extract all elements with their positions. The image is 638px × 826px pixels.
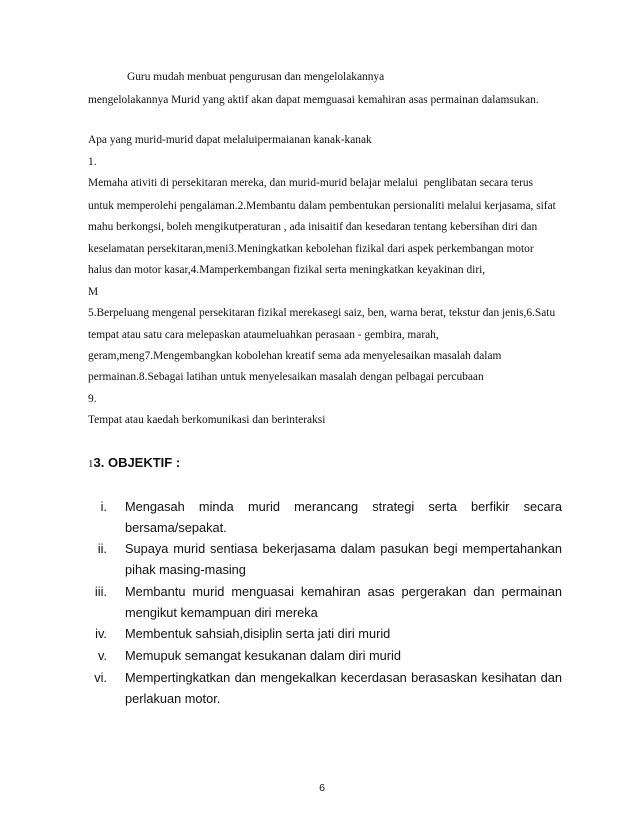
benefits-line: tempat atau satu cara melepaskan ataumeluahkan perasaan - gembira, marah,	[88, 329, 439, 341]
benefits-line: halus dan motor kasar,4.Mamperkembangan fizikal serta meningkatkan keyakinan diri,	[88, 264, 486, 276]
benefits-line: mahu berkongsi, boleh mengikutperaturan , ada inisaitif dan kesedaran tentang kebersihan diri dan	[88, 221, 538, 233]
benefits-question: Apa yang murid-murid dapat melaluipermaianan kanak-kanak	[88, 134, 372, 146]
objective-text-line: Supaya murid sentiasa bekerjasama dalam pasukan begi mempertahankan	[125, 541, 562, 556]
objective-text-line: perlakuan motor.	[125, 691, 221, 706]
objective-text-line: Memupuk semangat kesukanan dalam diri murid	[125, 648, 401, 663]
benefits-line: 1.	[88, 156, 97, 168]
intro-line: mengelolakannya Murid yang aktif akan dapat memguasai kemahiran asas permainan dalamsukan.	[88, 94, 539, 106]
heading-number-prefix: 1	[88, 458, 94, 470]
benefits-line: 5.Berpeluang mengenal persekitaran fizikal merekasegi saiz, ben, warna berat, tekstur dan jenis,6.Satu	[88, 307, 556, 319]
benefits-line: Memaha ativiti di persekitaran mereka, dan murid-murid belajar melalui penglibatan secara terus	[88, 177, 534, 189]
objective-numeral: i.	[100, 499, 107, 514]
objective-text-line: Mengasah minda murid merancang strategi serta berfikir secara	[125, 499, 562, 514]
objective-text-line: pihak masing-masing	[125, 562, 246, 577]
benefits-line: permainan.8.Sebagai latihan untuk menyelesaikan masalah dengan pelbagai percubaan	[88, 371, 484, 383]
objective-text-line: Mempertingkatkan dan mengekalkan kecerdasan berasaskan kesihatan dan	[125, 670, 562, 685]
objective-numeral: v.	[97, 648, 107, 663]
objective-text-line: bersama/sepakat.	[125, 520, 227, 535]
benefits-line: 9.	[88, 393, 97, 405]
intro-line: Guru mudah menbuat pengurusan dan mengelolakannya	[127, 71, 385, 83]
objective-numeral: ii.	[97, 541, 107, 556]
objective-text-line: mengikut kemampuan diri mereka	[125, 605, 318, 620]
benefits-line: Tempat atau kaedah berkomunikasi dan berinteraksi	[88, 414, 326, 426]
section-heading	[88, 455, 180, 472]
page-number: 6	[319, 782, 325, 794]
objective-text-line: Membentuk sahsiah,disiplin serta jati diri murid	[125, 626, 391, 641]
benefits-line: geram,meng7.Mengembangkan kobolehan kreatif sema ada menyelesaikan masalah dalam	[88, 350, 502, 362]
benefits-line: M	[88, 286, 99, 298]
objective-numeral: iii.	[94, 584, 107, 599]
benefits-line: keselamatan persekitaran,meni3.Meningkatkan kebolehan fizikal dari aspek perkembangan motor	[88, 243, 534, 255]
objective-numeral: iv.	[95, 626, 107, 641]
benefits-line: untuk memperolehi pengalaman.2.Membantu dalam pembentukan persionaliti melalui kerjasama, sifat	[88, 200, 556, 212]
objective-numeral: vi.	[94, 670, 107, 685]
heading-text: 3. OBJEKTIF :	[93, 455, 181, 470]
objective-text-line: Membantu murid menguasai kemahiran asas pergerakan dan permainan	[125, 584, 562, 599]
